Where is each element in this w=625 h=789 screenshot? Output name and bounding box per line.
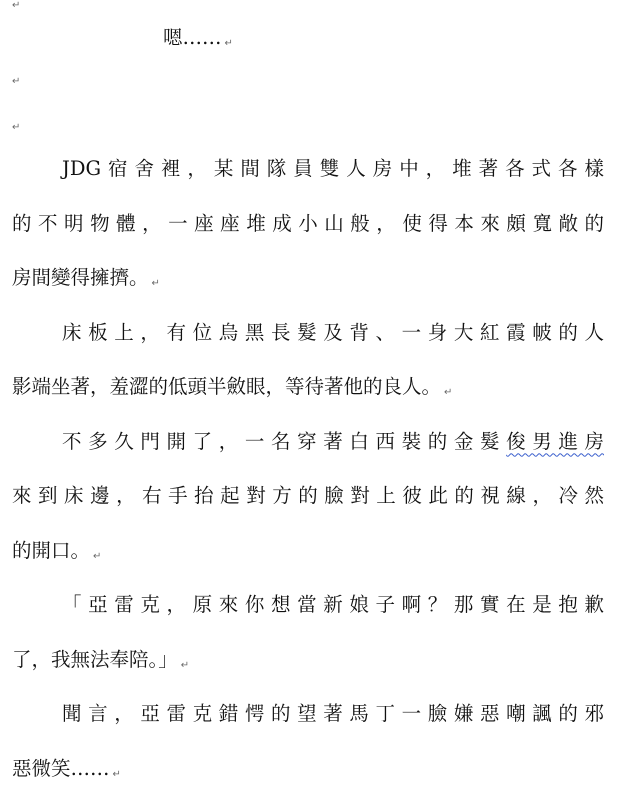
paragraph-mark-icon: ↵ [12, 0, 21, 11]
text-line [62, 155, 604, 183]
paragraph-mark-icon: ↵ [93, 550, 102, 562]
paragraph-mark-icon: ↵ [112, 768, 121, 780]
line-text: 影端坐著，羞澀的低頭半斂眼，等待著他的良人。 [12, 375, 442, 398]
line-text: 來到床邊，右手抬起對方的臉對上彼此的視線，冷然 [12, 484, 604, 507]
spellcheck-underline: 俊男進房 [506, 429, 604, 453]
text-line [62, 700, 604, 728]
text-line [62, 319, 604, 347]
line-text: 惡微笑…… [12, 756, 110, 780]
text-line [12, 373, 604, 407]
text-line [12, 755, 604, 789]
text-line [12, 646, 604, 680]
paragraph-mark-icon: ↵ [224, 38, 233, 49]
paragraph-mark-icon: ↵ [12, 122, 21, 133]
line-text: 的不明物體，一座座堆成小山般，使得本來頗寬敞的 [12, 211, 604, 235]
heading-text: 嗯…… [163, 26, 222, 49]
text-line [12, 264, 604, 298]
text-line [62, 591, 604, 619]
line-text: JDG宿舍裡，某間隊員雙人房中，堆著各式各樣 [62, 157, 604, 180]
text-line [12, 482, 604, 510]
paragraph-mark-icon: ↵ [151, 278, 160, 289]
line-text: 不多久門開了，一名穿著白西裝的金髮俊男進房 [62, 429, 604, 453]
text-line [12, 537, 604, 571]
line-text: 的開口。 [12, 538, 91, 562]
text-line [12, 210, 604, 238]
line-text: 房間變得擁擠。 [12, 266, 149, 289]
paragraph-mark-icon: ↵ [444, 387, 453, 398]
line-text: 聞言，亞雷克錯愕的望著馬丁一臉嫌惡嘲諷的邪 [62, 702, 604, 725]
line-text: 床板上，有位烏黑長髮及背、一身大紅霞帔的人 [62, 320, 604, 344]
text-line [62, 428, 604, 456]
paragraph-mark-icon: ↵ [180, 659, 190, 671]
paragraph-mark-icon: ↵ [12, 76, 21, 87]
line-text: 「亞雷克，原來你想當新娘子啊？那實在是抱歉 [62, 593, 604, 616]
line-text: 了，我無法奉陪。」 [12, 647, 178, 671]
heading-line [163, 24, 233, 58]
